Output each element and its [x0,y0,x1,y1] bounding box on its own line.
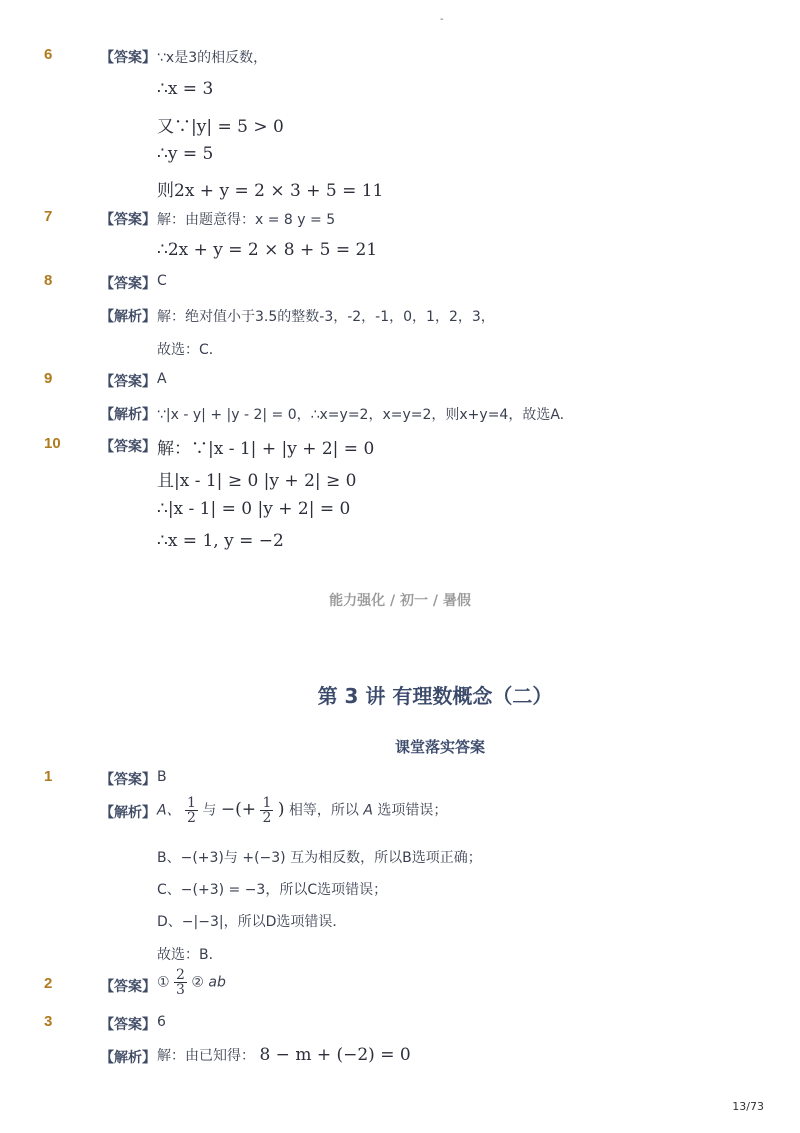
fraction-denominator: 2 [262,810,272,826]
text-fragment: 与 [202,802,217,819]
text-fragment: 选项错误； [377,802,448,819]
question-number: 10 [44,435,61,452]
analysis-line [157,796,447,825]
fraction [260,796,273,825]
text-fragment: 相等，所以 [288,802,359,819]
answer-tag: 【答案】 [100,439,156,455]
analysis-line: D、−|−3|，所以D选项错误． [157,914,347,930]
analysis-tag: 【解析】 [100,1050,156,1066]
answer-value: 6 [157,1014,166,1030]
fraction-denominator: 3 [176,982,185,998]
analysis-line [157,1045,411,1065]
answer-math-line: ∴x = 3 [157,79,214,99]
circle-two: ② [191,974,204,991]
fraction-numerator: 1 [187,795,196,811]
circle-one: ① [157,974,170,991]
analysis-line: ∵|x - y| + |y - 2| = 0，∴x=y=2，x=y=2，则x+y=4，故选A. [157,407,565,423]
analysis-text: 解：由已知得： [157,1048,255,1064]
analysis-line: 故选：B． [157,947,223,963]
fraction-numerator: 2 [176,967,185,983]
answer-tag: 【答案】 [100,979,156,995]
page-number: 13/73 [732,1100,764,1113]
analysis-line: C、−(+3) = −3，所以C选项错误； [157,882,388,898]
answer-math-line: ∴|x - 1| = 0 |y + 2| = 0 [157,499,351,519]
answer-tail: ab [208,974,226,991]
answer-math-line: 解：∵|x - 1| + |y + 2| = 0 [157,439,375,459]
question-number: 2 [44,975,53,992]
answer-value: B [157,769,167,785]
answer-math-line: ∴2x + y = 2 × 8 + 5 = 21 [157,240,378,260]
analysis-tag: 【解析】 [100,309,156,325]
top-mark: - [440,14,444,25]
running-footer: 能力强化 / 初一 / 暑假 [329,593,471,609]
fraction-numerator: 1 [262,795,272,811]
analysis-line: 解：绝对值小于3.5的整数-3，-2，-1，0，1，2，3， [157,309,495,325]
analysis-tag: 【解析】 [100,805,156,821]
answer-math-line: ∴y = 5 [157,144,214,164]
answer-math-line: 则2x + y = 2 × 3 + 5 = 11 [157,181,384,201]
question-number: 9 [44,370,53,387]
answer-math-line: ∴x = 1, y = −2 [157,531,284,551]
option-label: A、 [157,802,181,819]
answer-tag: 【答案】 [100,276,156,292]
answer-math-line: 且|x - 1| ≥ 0 |y + 2| ≥ 0 [157,471,357,491]
analysis-line: 故选：C． [157,342,223,358]
answer-tag: 【答案】 [100,1017,156,1033]
analysis-line: B、−(+3)与 +(−3) 互为相反数，所以B选项正确； [157,850,482,866]
answer-math-line: 又∵|y| = 5 > 0 [157,117,284,137]
answer-tag: 【答案】 [100,212,156,228]
question-number: 3 [44,1013,53,1030]
question-number: 6 [44,46,53,63]
fraction [174,968,187,997]
answer-value: A [157,371,167,387]
fraction [185,796,198,825]
lesson-title: 第 3 讲 有理数概念（二） [317,684,553,708]
question-number: 1 [44,768,53,785]
section-title: 课堂落实答案 [394,738,485,756]
paren-close: ) [277,799,285,820]
answer-line: 解：由题意得：x = 8 y = 5 [157,212,336,228]
answer-tag: 【答案】 [100,772,156,788]
fraction-denominator: 2 [187,810,196,826]
option-ref: A [363,802,373,819]
analysis-math: 8 − m + (−2) = 0 [259,1045,411,1065]
answer-tag: 【答案】 [100,50,156,66]
analysis-tag: 【解析】 [100,407,156,423]
answer-line: ∵x是3的相反数， [157,50,268,66]
paren-open: −(+ [220,799,256,820]
question-number: 8 [44,272,53,289]
answer-line [157,968,226,997]
answer-value: C [157,273,167,289]
answer-tag: 【答案】 [100,374,156,390]
question-number: 7 [44,208,53,225]
